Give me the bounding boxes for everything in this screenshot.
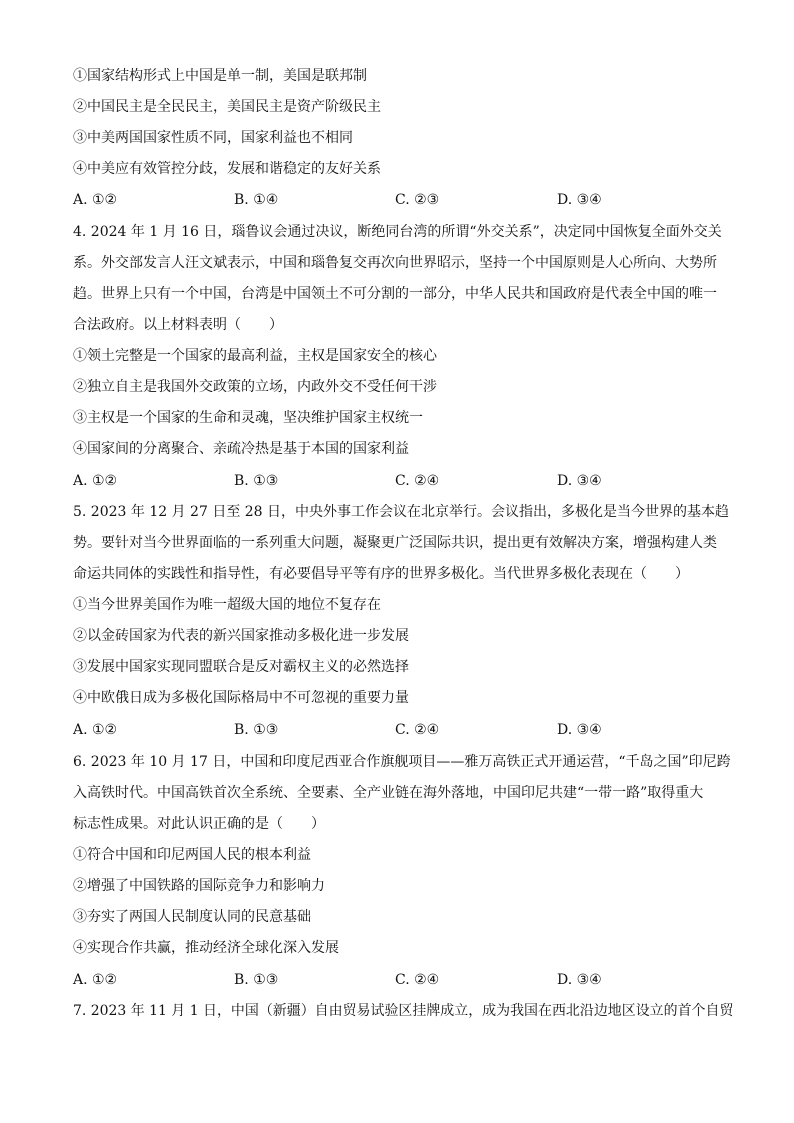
q3-option-d: D. ③④ xyxy=(557,192,602,208)
q6-statement-3: ③夯实了两国人民制度认同的民意基础 xyxy=(73,909,311,925)
q7-stem-line-1: 7. 2023 年 11 月 1 日，中国（新疆）自由贸易试验区挂牌成立，成为我国在西北沿边地区设立的首个自贸 xyxy=(73,1003,734,1019)
q4-statement-2: ②独立自主是我国外交政策的立场，内政外交不受任何干涉 xyxy=(73,379,437,395)
q6-statement-4: ④实现合作共赢，推动经济全球化深入发展 xyxy=(73,940,339,956)
q6-option-b: B. ①③ xyxy=(234,972,279,988)
q5-statement-4: ④中欧俄日成为多极化国际格局中不可忽视的重要力量 xyxy=(73,690,409,706)
q4-stem-line-2: 系。外交部发言人汪文斌表示，中国和瑙鲁复交再次向世界昭示，坚持一个中国原则是人心所向、大势所 xyxy=(73,255,717,271)
q4-options xyxy=(73,471,733,491)
q3-options xyxy=(73,190,733,210)
q6-option-d: D. ③④ xyxy=(557,972,602,988)
q5-options xyxy=(73,720,733,740)
q4-option-d: D. ③④ xyxy=(557,473,602,489)
q4-stem-line-1: 4. 2024 年 1 月 16 日，瑙鲁议会通过决议，断绝同台湾的所谓“外交关系”，决定同中国恢复全面外交关 xyxy=(73,224,722,240)
q3-option-b: B. ①④ xyxy=(234,192,279,208)
q6-option-a: A. ①② xyxy=(73,972,118,988)
q5-statement-3: ③发展中国家实现同盟联合是反对霸权主义的必然选择 xyxy=(73,659,409,675)
q5-statement-1: ①当今世界美国作为唯一超级大国的地位不复存在 xyxy=(73,597,381,613)
q3-statement-3: ③中美两国国家性质不同，国家利益也不相同 xyxy=(73,130,353,146)
q5-stem-line-3: 命运共同体的实践性和指导性，有必要倡导平等有序的世界多极化。当代世界多极化表现在（ ） xyxy=(73,566,689,582)
q4-option-a: A. ①② xyxy=(73,473,118,489)
q3-statement-4: ④中美应有效管控分歧，发展和谐稳定的友好关系 xyxy=(73,161,381,177)
q4-option-b: B. ①③ xyxy=(234,473,279,489)
q5-statement-2: ②以金砖国家为代表的新兴国家推动多极化进一步发展 xyxy=(73,628,409,644)
q4-statement-1: ①领土完整是一个国家的最高利益，主权是国家安全的核心 xyxy=(73,348,437,364)
q3-option-a: A. ①② xyxy=(73,192,118,208)
q3-statement-1: ①国家结构形式上中国是单一制，美国是联邦制 xyxy=(73,68,367,84)
q3-option-c: C. ②③ xyxy=(395,192,440,208)
q5-option-d: D. ③④ xyxy=(557,722,602,738)
q5-option-a: A. ①② xyxy=(73,722,118,738)
q6-stem-line-1: 6. 2023 年 10 月 17 日，中国和印度尼西亚合作旗舰项目——雅万高铁正式开通运营，“千岛之国”印尼跨 xyxy=(73,754,731,770)
q4-statement-4: ④国家间的分离聚合、亲疏冷热是基于本国的国家利益 xyxy=(73,441,409,457)
q5-stem-line-2: 势。要针对当今世界面临的一系列重大问题，凝聚更广泛国际共识，提出更有效解决方案，增强构建人类 xyxy=(73,535,717,551)
q3-statement-2: ②中国民主是全民民主，美国民主是资产阶级民主 xyxy=(73,99,381,115)
q5-option-b: B. ①③ xyxy=(234,722,279,738)
q6-option-c: C. ②④ xyxy=(395,972,440,988)
q4-statement-3: ③主权是一个国家的生命和灵魂，坚决维护国家主权统一 xyxy=(73,410,423,426)
q6-statement-1: ①符合中国和印尼两国人民的根本利益 xyxy=(73,847,311,863)
q6-stem-line-2: 入高铁时代。中国高铁首次全系统、全要素、全产业链在海外落地，中国印尼共建“一带一路”取得重大 xyxy=(73,785,704,801)
q4-option-c: C. ②④ xyxy=(395,473,440,489)
q6-statement-2: ②增强了中国铁路的国际竞争力和影响力 xyxy=(73,878,325,894)
q6-options xyxy=(73,970,733,990)
q5-stem-line-1: 5. 2023 年 12 月 27 日至 28 日，中央外事工作会议在北京举行。会议指出，多极化是当今世界的基本趋 xyxy=(73,504,730,520)
q4-stem-line-3: 趋。世界上只有一个中国，台湾是中国领土不可分割的一部分，中华人民共和国政府是代表全中国的唯一 xyxy=(73,286,717,302)
q4-stem-line-4: 合法政府。以上材料表明（ ） xyxy=(73,317,283,333)
q6-stem-line-3: 标志性成果。对此认识正确的是（ ） xyxy=(73,816,325,832)
q5-option-c: C. ②④ xyxy=(395,722,440,738)
